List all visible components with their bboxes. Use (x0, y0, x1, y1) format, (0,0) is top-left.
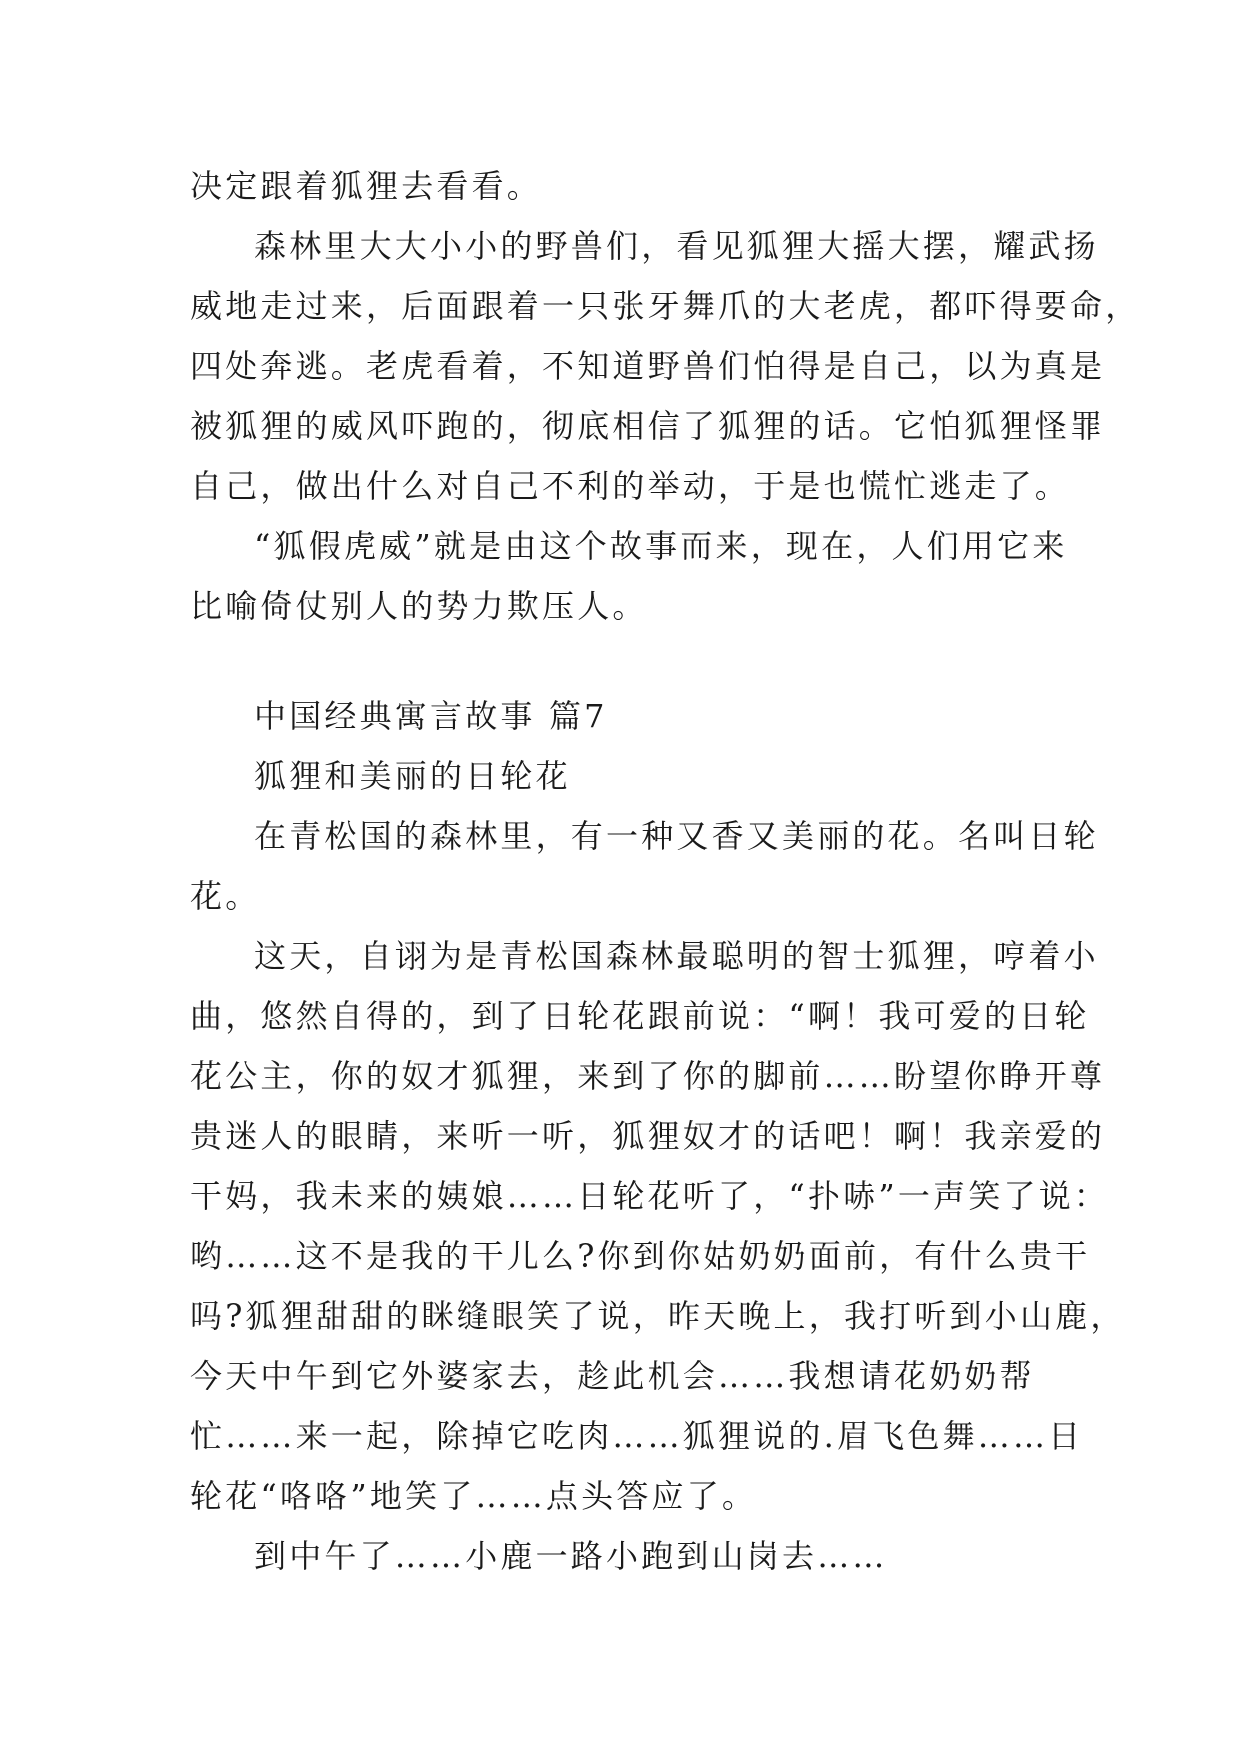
story-title: 狐狸和美丽的日轮花 (254, 757, 571, 795)
text-line-7: “狐假虎威”就是由这个故事而来，现在，人们用它来 (254, 527, 1068, 565)
text-line-18: 哟……这不是我的干儿么?你到你姑奶奶面前，有什么贵干 (190, 1237, 1091, 1275)
text-line-5: 被狐狸的威风吓跑的，彻底相信了狐狸的话。它怕狐狸怪罪 (190, 407, 1106, 445)
text-line-8: 比喻倚仗别人的势力欺压人。 (190, 587, 648, 625)
text-line-17: 干妈，我未来的姨娘……日轮花听了，“扑哧”一声笑了说： (190, 1177, 1110, 1215)
text-line-20: 今天中午到它外婆家去，趁此机会……我想请花奶奶帮 (190, 1357, 1035, 1395)
text-line-19: 吗?狐狸甜甜的眯缝眼笑了说，昨天晚上，我打听到小山鹿， (190, 1297, 1126, 1335)
text-line-21: 忙……来一起，除掉它吃肉……狐狸说的.眉飞色舞……日 (190, 1417, 1084, 1455)
text-line-15: 花公主，你的奴才狐狸，来到了你的脚前……盼望你睁开尊 (190, 1057, 1106, 1095)
text-line-6: 自己，做出什么对自己不利的举动，于是也慌忙逃走了。 (190, 467, 1071, 505)
text-line-1: 决定跟着狐狸去看看。 (190, 167, 543, 205)
text-line-22: 轮花“咯咯”地笑了……点头答应了。 (190, 1477, 758, 1515)
text-line-16: 贵迷人的眼睛，来听一听，狐狸奴才的话吧！啊！我亲爱的 (190, 1117, 1106, 1155)
text-line-11: 在青松国的森林里，有一种又香又美丽的花。名叫日轮 (254, 817, 1099, 855)
section-heading: 中国经典寓言故事 篇7 (254, 697, 608, 735)
text-line-13: 这天，自诩为是青松国森林最聪明的智士狐狸，哼着小 (254, 937, 1099, 975)
text-line-3: 威地走过来，后面跟着一只张牙舞爪的大老虎，都吓得要命， (190, 287, 1141, 325)
text-line-2: 森林里大大小小的野兽们，看见狐狸大摇大摆，耀武扬 (254, 227, 1099, 265)
text-line-14: 曲，悠然自得的，到了日轮花跟前说：“啊！我可爱的日轮 (190, 997, 1090, 1035)
text-line-12: 花。 (190, 877, 261, 915)
text-line-23: 到中午了……小鹿一路小跑到山岗去…… (254, 1537, 888, 1575)
text-line-4: 四处奔逃。老虎看着，不知道野兽们怕得是自己，以为真是 (190, 347, 1106, 385)
